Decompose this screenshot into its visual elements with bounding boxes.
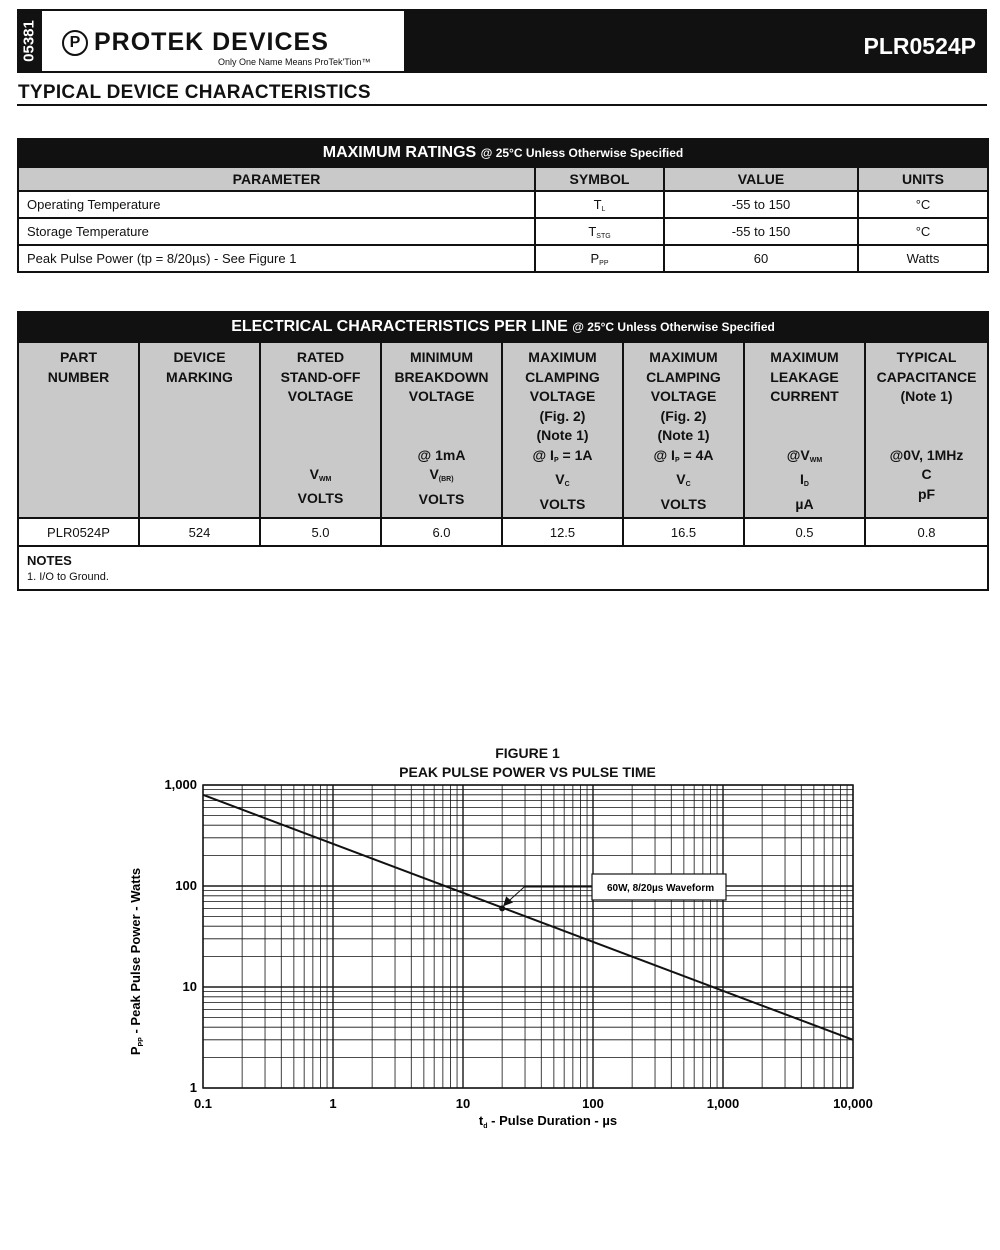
- annotation-leader: [506, 887, 592, 903]
- figure-caption: PEAK PULSE POWER VS PULSE TIME: [399, 764, 656, 780]
- y-tick-label: 1,000: [164, 780, 197, 792]
- units-cell: °C: [858, 191, 988, 218]
- value-cell: -55 to 150: [664, 218, 858, 245]
- column-header-standoff-voltage: RATED STAND-OFF VOLTAGE $V_{WM}$ VOLTS: [260, 342, 381, 518]
- tagline: Only One Name Means ProTek'Tion™: [218, 57, 371, 67]
- max-ratings-table: [17, 138, 989, 273]
- waveform-annotation: [499, 874, 726, 911]
- x-axis-label: $t_d$ - Pulse Duration - µs: [478, 1113, 618, 1130]
- symbol-cell: $T_L$: [535, 191, 664, 218]
- parameter-cell: Operating Temperature: [18, 191, 535, 218]
- chart-grid: [203, 785, 853, 1088]
- table-row: [18, 191, 988, 218]
- column-header: UNITS: [858, 167, 988, 191]
- logo-icon: P: [62, 30, 88, 56]
- value-cell: 60: [664, 245, 858, 272]
- data-point-marker: [499, 905, 505, 911]
- symbol-cell: $P_{PP}$: [535, 245, 664, 272]
- capacitance-cell: 0.8: [865, 518, 988, 546]
- breakdown-voltage-cell: 6.0: [381, 518, 502, 546]
- x-tick-label: 1: [329, 1096, 337, 1111]
- column-header: VALUE: [664, 167, 858, 191]
- electrical-characteristics-table: [17, 311, 989, 591]
- units-cell: °C: [858, 218, 988, 245]
- section-divider: [17, 104, 987, 106]
- x-tick-label: 1,000: [706, 1096, 740, 1111]
- table-row: [18, 245, 988, 272]
- plot-frame: [203, 785, 853, 1088]
- parameter-cell: Storage Temperature: [18, 218, 535, 245]
- table-row: [18, 518, 988, 546]
- x-tick-label: 0.1: [193, 1096, 213, 1111]
- x-tick-label: 10: [455, 1096, 471, 1111]
- figure-label: FIGURE 1: [495, 745, 560, 761]
- leakage-current-cell: 0.5: [744, 518, 865, 546]
- note-item: 1. I/O to Ground.: [27, 571, 109, 583]
- notes: [18, 546, 988, 590]
- notes-title: NOTES: [27, 553, 72, 568]
- series-line: [203, 795, 853, 1040]
- x-tick-label: 10,000: [833, 1096, 873, 1111]
- part-number-cell: PLR0524P: [18, 518, 139, 546]
- logo-text: PROTEK DEVICES: [94, 28, 329, 56]
- units-cell: Watts: [858, 245, 988, 272]
- column-header-clamping-voltage-1a: MAXIMUM CLAMPING VOLTAGE (Fig. 2) (Note 1) @ $I_P = 1A$ $V_C$ VOLTS: [502, 342, 623, 518]
- parameter-cell: Peak Pulse Power (tp = 8/20µs) - See Figure 1: [18, 245, 535, 272]
- clamping-voltage-4a-cell: 16.5: [623, 518, 744, 546]
- column-header: PARAMETER: [18, 167, 535, 191]
- electrical-title: ELECTRICAL CHARACTERISTICS PER LINE @ 25°C Unless Otherwise Specified: [18, 312, 988, 342]
- symbol-cell: $T_{STG}$: [535, 218, 664, 245]
- column-header-breakdown-voltage: MINIMUM BREAKDOWN VOLTAGE @ 1mA $V_{(BR)}$ VOLTS: [381, 342, 502, 518]
- column-header-leakage-current: MAXIMUM LEAKAGE CURRENT $@V_{WM}$ $I_D$ µA: [744, 342, 865, 518]
- x-tick-labels: [194, 1096, 873, 1111]
- figure-title: [380, 744, 675, 782]
- column-header-device-marking: DEVICE MARKING: [139, 342, 260, 518]
- y-axis-label: $P_{PP}$ - Peak Pulse Power - Watts: [128, 867, 145, 1056]
- header-part-number: PLR0524P: [863, 33, 976, 59]
- doc-number: 05381: [20, 20, 38, 62]
- device-marking-cell: 524: [139, 518, 260, 546]
- clamping-voltage-1a-cell: 12.5: [502, 518, 623, 546]
- y-tick-label: 1: [189, 1080, 197, 1095]
- standoff-voltage-cell: 5.0: [260, 518, 381, 546]
- electrical-column-headers: [18, 342, 988, 518]
- column-header: SYMBOL: [535, 167, 664, 191]
- y-tick-label: 10: [182, 979, 197, 994]
- section-title: TYPICAL DEVICE CHARACTERISTICS: [18, 82, 371, 103]
- y-tick-label: 100: [175, 878, 197, 893]
- annotation-label: 60W, 8/20µs Waveform: [607, 883, 715, 894]
- peak-pulse-power-chart: [0, 780, 1000, 1140]
- max-ratings-title: MAXIMUM RATINGS @ 25°C Unless Otherwise Specified: [18, 139, 988, 167]
- column-header-capacitance: TYPICAL CAPACITANCE (Note 1) @0V, 1MHz C pF: [865, 342, 988, 518]
- x-tick-label: 100: [582, 1096, 604, 1111]
- column-header-clamping-voltage-4a: MAXIMUM CLAMPING VOLTAGE (Fig. 2) (Note 1) @ $I_P = 4A$ $V_C$ VOLTS: [623, 342, 744, 518]
- table-row: [18, 218, 988, 245]
- y-tick-labels: [164, 780, 197, 1095]
- column-header-part-number: PART NUMBER: [18, 342, 139, 518]
- value-cell: -55 to 150: [664, 191, 858, 218]
